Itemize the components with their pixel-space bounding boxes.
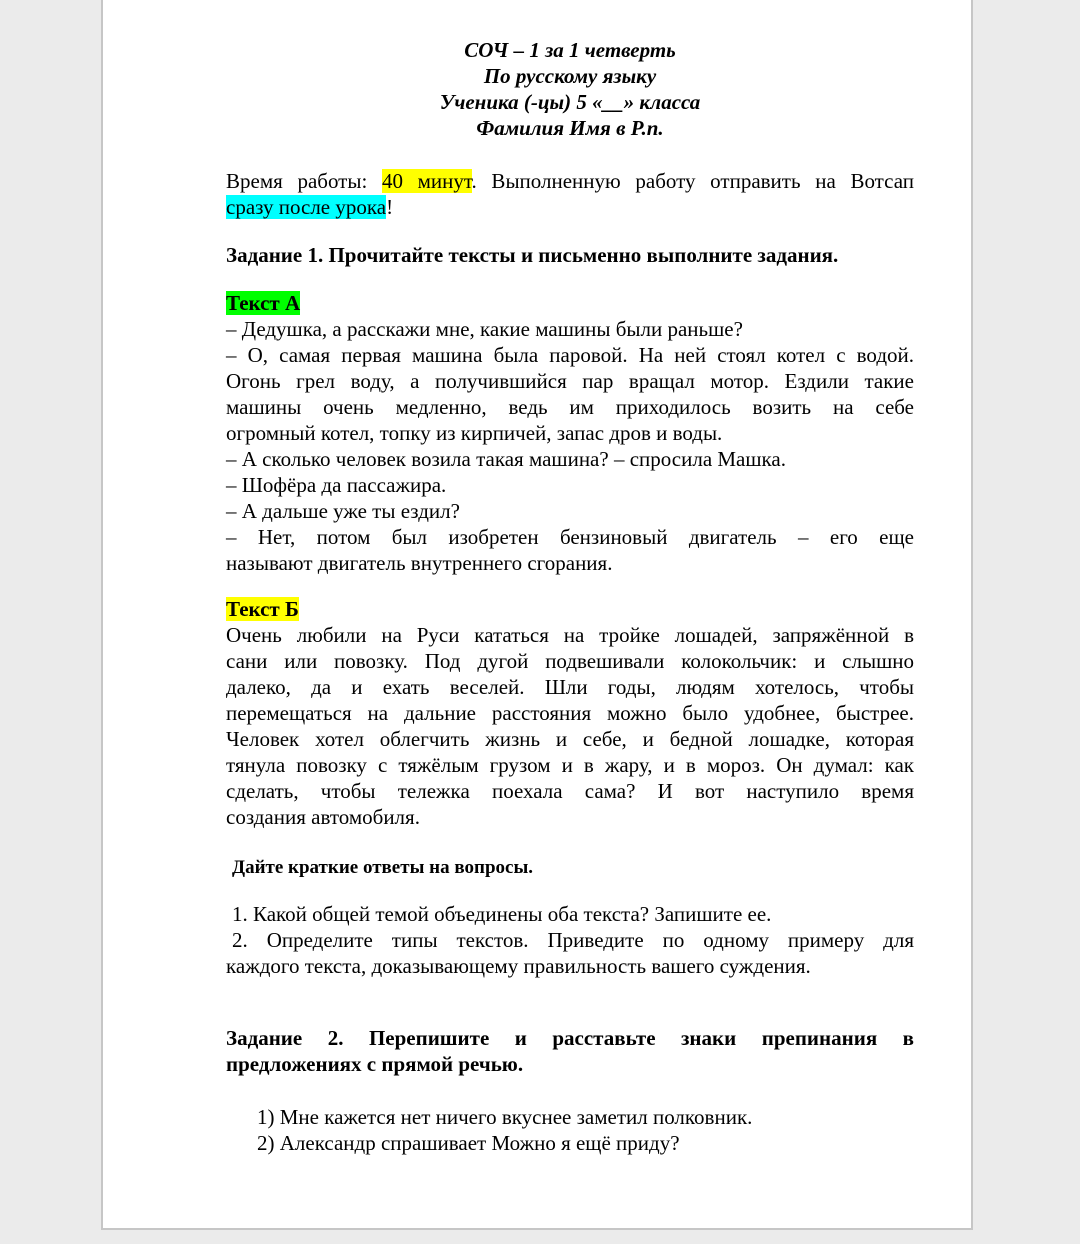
text-a-line: – А дальше уже ты ездил? xyxy=(226,499,460,523)
task2-items xyxy=(257,1104,914,1156)
text-a-line: машины очень медленно, ведь им приходилось возить на себе xyxy=(226,395,914,419)
header-line-student: Ученика (-цы) 5 «__» класса xyxy=(439,90,701,114)
text-a-line: – Шофёра да пассажира. xyxy=(226,473,447,497)
header-line-title: СОЧ – 1 за 1 четверть xyxy=(464,38,676,62)
header-line-subject: По русскому языку xyxy=(483,64,657,88)
task2-item: 2) Александр спрашивает Можно я ещё приду? xyxy=(257,1131,680,1155)
question-1: 1. Какой общей темой объединены оба текста? Запишите ее. xyxy=(232,902,772,926)
header-line-name: Фамилия Имя в Р.п. xyxy=(476,116,664,140)
text-a-line: – Нет, потом был изобретен бензиновый двигатель – его еще xyxy=(226,525,914,549)
task2-title-line-2: предложениях с прямой речью. xyxy=(226,1052,524,1076)
text-a-line: – О, самая первая машина была паровой. На ней стоял котел с водой. xyxy=(226,343,914,367)
text-a-title-line xyxy=(226,290,914,316)
question-2-line-2: каждого текста, доказывающему правильность вашего суждения. xyxy=(226,954,811,978)
task1-title xyxy=(226,242,914,268)
intro-prefix: Время работы: xyxy=(226,169,382,193)
task1-title-text: Задание 1. Прочитайте тексты и письменно выполните задания. xyxy=(226,243,839,267)
text-a-title: Текст А xyxy=(226,291,301,315)
text-a-line: огромный котел, топку из кирпичей, запас дров и воды. xyxy=(226,421,723,445)
document-header xyxy=(226,37,914,141)
questions-list xyxy=(226,901,914,979)
text-b-line: сани или повозку. Под дугой подвешивали колокольчик: и слышно xyxy=(226,649,914,673)
intro-line-2 xyxy=(226,194,914,220)
text-b-line: создания автомобиля. xyxy=(226,805,420,829)
text-a-section xyxy=(226,290,914,576)
questions-title-text: Дайте краткие ответы на вопросы. xyxy=(232,857,534,878)
intro-middle: . Выполненную работу отправить на Вотсап xyxy=(471,169,914,193)
text-a-line: называют двигатель внутреннего сгорания. xyxy=(226,551,613,575)
intro-suffix: ! xyxy=(386,195,394,219)
text-b-line: тянула повозку с тяжёлым грузом и в жару, и в мороз. Он думал: как xyxy=(226,753,914,777)
task2-title-line-1: Задание 2. Перепишите и расставьте знаки препинания в xyxy=(226,1026,914,1050)
text-b-line: Человек хотел облегчить жизнь и себе, и бедной лошадке, которая xyxy=(226,727,914,751)
text-a-line: – А сколько человек возила такая машина? – спросила Машка. xyxy=(226,447,787,471)
text-b-line: далеко, да и ехать веселей. Шли годы, людям хотелось, чтобы xyxy=(226,675,914,699)
text-b-line: сделать, чтобы тележка поехала сама? И вот наступило время xyxy=(226,779,914,803)
text-b-line: перемещаться на дальние расстояния можно было удобнее, быстрее. xyxy=(226,701,914,725)
question-2-line-1: 2. Определите типы текстов. Приведите по одному примеру для xyxy=(232,928,914,952)
task2-title xyxy=(226,1025,914,1077)
time-highlight: 40 минут xyxy=(381,169,472,193)
text-b-section xyxy=(226,596,914,830)
text-a-line: Огонь грел воду, а получившийся пар вращал мотор. Ездили такие xyxy=(226,369,914,393)
text-a-line: – Дедушка, а расскажи мне, какие машины были раньше? xyxy=(226,317,743,341)
questions-title xyxy=(232,855,920,881)
text-b-line: Очень любили на Руси кататься на тройке лошадей, запряжённой в xyxy=(226,623,914,647)
text-b-title-line xyxy=(226,596,914,622)
intro-line-1 xyxy=(226,168,914,194)
text-b-title: Текст Б xyxy=(226,597,299,621)
intro-paragraph xyxy=(226,168,914,220)
task2-item: 1) Мне кажется нет ничего вкуснее заметил полковник. xyxy=(257,1105,753,1129)
deadline-highlight: сразу после урока xyxy=(226,195,387,219)
